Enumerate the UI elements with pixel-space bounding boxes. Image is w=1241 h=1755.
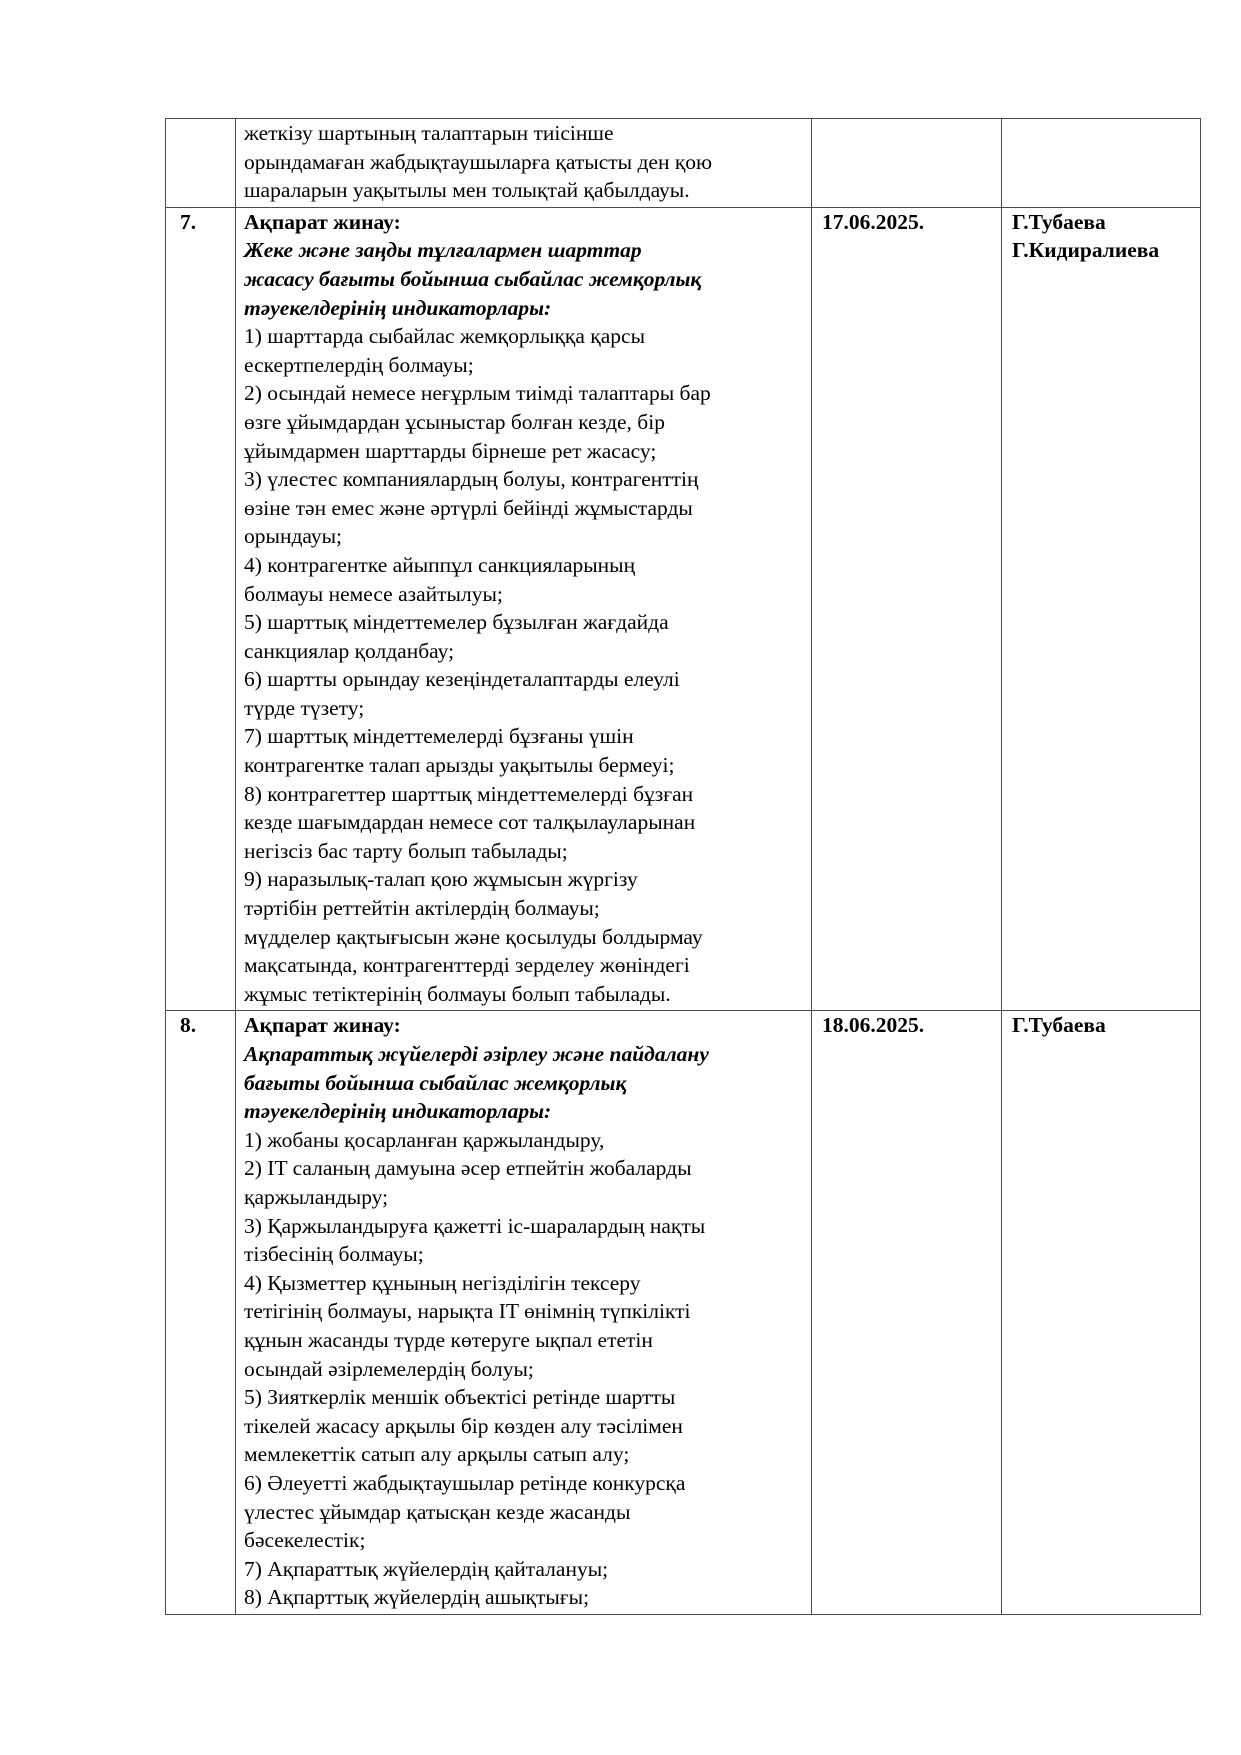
text-line: 1) жобаны қосарланған қаржыландыру,: [244, 1127, 605, 1152]
row-number-cell: 7.: [166, 207, 236, 1011]
text-line: кезде шағымдардан немесе сот талқылауларынан: [244, 810, 696, 835]
table-row-8: [166, 1011, 1201, 1614]
text-line: тәртібін реттейтін актілердің болмауы;: [244, 896, 600, 921]
text-line: 2) осындай немесе неғұрлым тиімді талаптары бар: [244, 381, 711, 406]
table-row-continuation: [166, 119, 1201, 208]
text-line: түрде түзету;: [244, 695, 365, 720]
text-line: мемлекеттік сатып алу арқылы сатып алу;: [244, 1442, 630, 1467]
activity-subheading-line: бағыты бойынша сыбайлас жемқорлық: [244, 1070, 627, 1095]
text-line: өзіне тән емес және әртүрлі бейінді жұмыстарды: [244, 495, 693, 520]
row-number-cell: [166, 119, 236, 208]
activity-subheading-line: Ақпараттық жүйелерді әзірлеу және пайдалану: [244, 1042, 709, 1066]
activity-subheading-line: жасасу бағыты бойынша сыбайлас жемқорлық: [244, 266, 702, 291]
text-line: 2) IT саланың дамуына әсер етпейтін жобаларды: [244, 1156, 692, 1181]
text-line: ұйымдармен шарттарды бірнеше рет жасасу;: [244, 438, 657, 463]
activity-cell: [236, 1011, 812, 1614]
text-line: жеткізу шартының талаптарын тиісінше: [244, 121, 614, 145]
responsible-cell: [1002, 1011, 1201, 1614]
responsible-person: Г.Тубаева: [1012, 1013, 1106, 1038]
text-line: қаржыландыру;: [244, 1184, 389, 1209]
text-line: мақсатында, контрагенттерді зерделеу жөніндегі: [244, 953, 690, 978]
responsible-cell: [1002, 119, 1201, 208]
activity-cell: [236, 207, 812, 1011]
row-number-cell: 8.: [166, 1011, 236, 1614]
text-line: санкциялар қолданбау;: [244, 638, 455, 663]
activity-cell: [236, 119, 812, 208]
text-line: бәсекелестік;: [244, 1528, 366, 1553]
responsible-person: Г.Тубаева: [1012, 209, 1106, 234]
activity-subheading-line: тәуекелдерінің индикаторлары:: [244, 295, 552, 320]
text-line: мүдделер қақтығысын және қосылуды болдырмау: [244, 924, 703, 949]
activity-heading: Ақпарат жинау:: [244, 209, 401, 234]
text-line: жұмыс тетіктерінің болмауы болып табылады.: [244, 981, 671, 1006]
text-line: 6) Әлеуетті жабдықтаушылар ретінде конкурсқа: [244, 1470, 686, 1495]
text-line: контрагентке талап арызды уақытылы бермеуі;: [244, 753, 675, 778]
text-line: 8) Ақпарттық жүйелердің ашықтығы;: [244, 1585, 590, 1610]
activity-subheading-line: Жеке және заңды тұлғалармен шарттар: [244, 238, 642, 263]
text-line: негізсіз бас тарту болып табылады;: [244, 838, 568, 863]
table-row-7: [166, 207, 1201, 1011]
text-line: 8) контрагеттер шарттық міндеттемелерді бұзған: [244, 781, 694, 806]
date-cell: 18.06.2025.: [812, 1011, 1002, 1614]
text-line: 5) Зияткерлік меншік объектісі ретінде шартты: [244, 1385, 676, 1410]
text-line: үлестес ұйымдар қатысқан кезде жасанды: [244, 1499, 631, 1524]
text-line: тетігінің болмауы, нарықта IT өнімнің түпкілікті: [244, 1299, 691, 1324]
text-line: 7) шарттық міндеттемелерді бұзғаны үшін: [244, 724, 634, 749]
text-line: құнын жасанды түрде көтеруге ықпал ететін: [244, 1327, 653, 1352]
text-line: орындамаған жабдықтаушыларға қатысты ден қою: [244, 149, 713, 174]
text-line: ескертпелердің болмауы;: [244, 352, 474, 377]
text-line: 4) Қызметтер құнының негізділігін тексеру: [244, 1270, 641, 1295]
text-line: болмауы немесе азайтылуы;: [244, 581, 503, 606]
text-line: 6) шартты орындау кезеңіндеталаптарды елеулі: [244, 667, 680, 692]
document-table: [165, 118, 1201, 1615]
text-line: орындауы;: [244, 524, 343, 549]
text-line: 9) наразылық-талап қою жұмысын жүргізу: [244, 867, 638, 892]
responsible-person: Г.Кидиралиева: [1012, 238, 1160, 263]
text-line: осындай әзірлемелердің болуы;: [244, 1356, 534, 1381]
text-line: өзге ұйымдардан ұсыныстар болған кезде, бір: [244, 409, 665, 434]
activity-heading: Ақпарат жинау:: [244, 1013, 401, 1038]
text-line: 7) Ақпараттық жүйелердің қайталануы;: [244, 1556, 609, 1581]
activity-subheading-line: тәуекелдерінің индикаторлары:: [244, 1099, 552, 1124]
text-line: 5) шарттық міндеттемелер бұзылған жағдайда: [244, 610, 669, 635]
date-cell: [812, 119, 1002, 208]
responsible-cell: [1002, 207, 1201, 1011]
text-line: 3) үлестес компаниялардың болуы, контрагенттің: [244, 467, 699, 492]
text-line: тікелей жасасу арқылы бір көзден алу тәсілімен: [244, 1413, 683, 1438]
text-line: 1) шарттарда сыбайлас жемқорлыққа қарсы: [244, 324, 646, 349]
text-line: 3) Қаржыландыруға қажетті іс-шаралардың нақты: [244, 1213, 706, 1238]
text-line: тізбесінің болмауы;: [244, 1242, 424, 1267]
text-line: 4) контрагентке айыппұл санкцияларының: [244, 552, 636, 577]
date-cell: 17.06.2025.: [812, 207, 1002, 1011]
text-line: шараларын уақытылы мен толықтай қабылдауы.: [244, 178, 690, 203]
